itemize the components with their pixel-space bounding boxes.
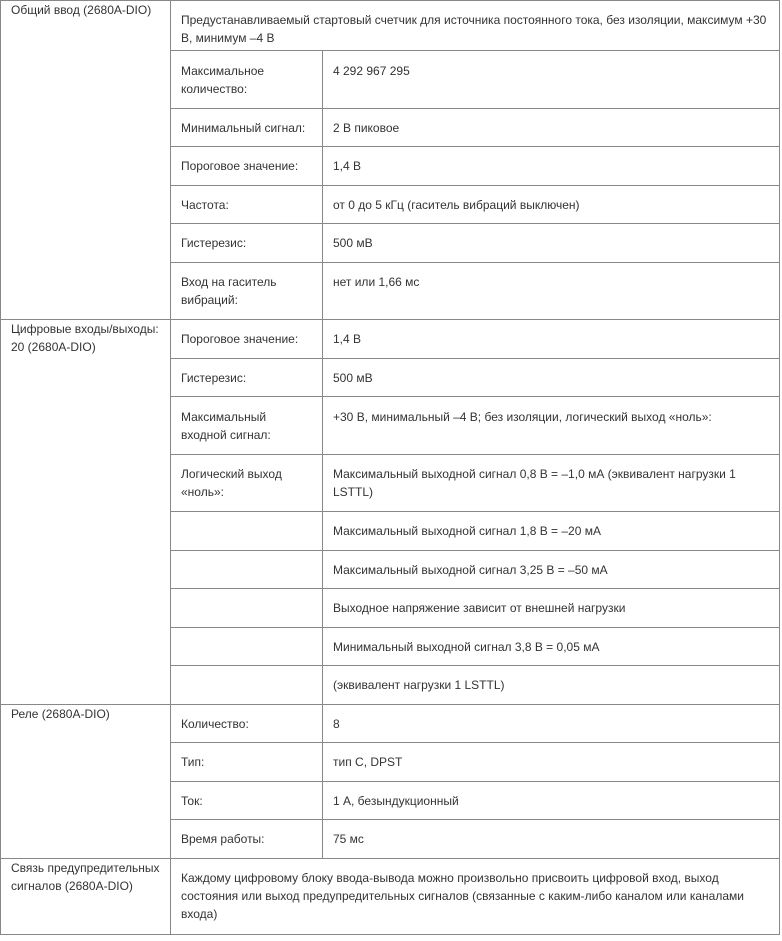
row-label xyxy=(171,551,323,589)
row-value: 1 А, безындукционный xyxy=(323,782,780,820)
row-value: 75 мс xyxy=(323,820,780,859)
table-row xyxy=(1,320,780,359)
row-value: от 0 до 5 кГц (гаситель вибраций выключен) xyxy=(323,186,780,224)
row-value: тип C, DPST xyxy=(323,743,780,782)
row-label: Количество: xyxy=(171,705,323,743)
row-value: 500 мВ xyxy=(323,359,780,397)
row-label: Частота: xyxy=(171,186,323,224)
row-label xyxy=(171,512,323,551)
row-value: 4 292 967 295 xyxy=(323,51,780,109)
row-label: Время работы: xyxy=(171,820,323,859)
row-value: 1,4 В xyxy=(323,320,780,359)
section-name: Цифровые входы/выходы: 20 (2680A-DIO) xyxy=(1,320,171,705)
row-value: Максимальный выходной сигнал 3,25 В = –50 мА xyxy=(323,551,780,589)
row-label xyxy=(171,628,323,666)
table-row xyxy=(1,1,780,51)
row-label: Пороговое значение: xyxy=(171,320,323,359)
row-value: нет или 1,66 мс xyxy=(323,263,780,320)
row-label: Вход на гаситель вибраций: xyxy=(171,263,323,320)
row-label: Гистерезис: xyxy=(171,224,323,263)
row-label xyxy=(171,666,323,705)
row-label xyxy=(171,589,323,628)
table-row xyxy=(1,859,780,935)
table-row xyxy=(1,705,780,743)
row-label: Максимальное количество: xyxy=(171,51,323,109)
row-value: 8 xyxy=(323,705,780,743)
section-name: Связь предупредительных сигналов (2680A-DIO) xyxy=(1,859,171,935)
row-value: +30 В, минимальный –4 В; без изоляции, логический выход «ноль»: xyxy=(323,397,780,455)
row-value: 2 В пиковое xyxy=(323,109,780,147)
row-value: Максимальный выходной сигнал 1,8 В = –20 мА xyxy=(323,512,780,551)
row-value: Выходное напряжение зависит от внешней нагрузки xyxy=(323,589,780,628)
section-description: Каждому цифровому блоку ввода-вывода можно произвольно присвоить цифровой вход, выход состояния или выход предупредительных сигналов (связанные с каким-либо каналом или каналами входа) xyxy=(171,859,780,935)
row-label: Пороговое значение: xyxy=(171,147,323,186)
row-label: Тип: xyxy=(171,743,323,782)
row-label: Логический выход «ноль»: xyxy=(171,455,323,512)
section-description: Предустанавливаемый стартовый счетчик для источника постоянного тока, без изоляции, максимум +30 В, минимум –4 В xyxy=(171,1,780,51)
row-label: Ток: xyxy=(171,782,323,820)
row-value: 500 мВ xyxy=(323,224,780,263)
row-label: Гистерезис: xyxy=(171,359,323,397)
row-value: Максимальный выходной сигнал 0,8 В = –1,0 мА (эквивалент нагрузки 1 LSTTL) xyxy=(323,455,780,512)
row-value: Минимальный выходной сигнал 3,8 В = 0,05 мА xyxy=(323,628,780,666)
section-name: Общий ввод (2680A-DIO) xyxy=(1,1,171,320)
row-label: Максимальный входной сигнал: xyxy=(171,397,323,455)
row-label: Минимальный сигнал: xyxy=(171,109,323,147)
section-name: Реле (2680A-DIO) xyxy=(1,705,171,859)
row-value: 1,4 В xyxy=(323,147,780,186)
row-value: (эквивалент нагрузки 1 LSTTL) xyxy=(323,666,780,705)
